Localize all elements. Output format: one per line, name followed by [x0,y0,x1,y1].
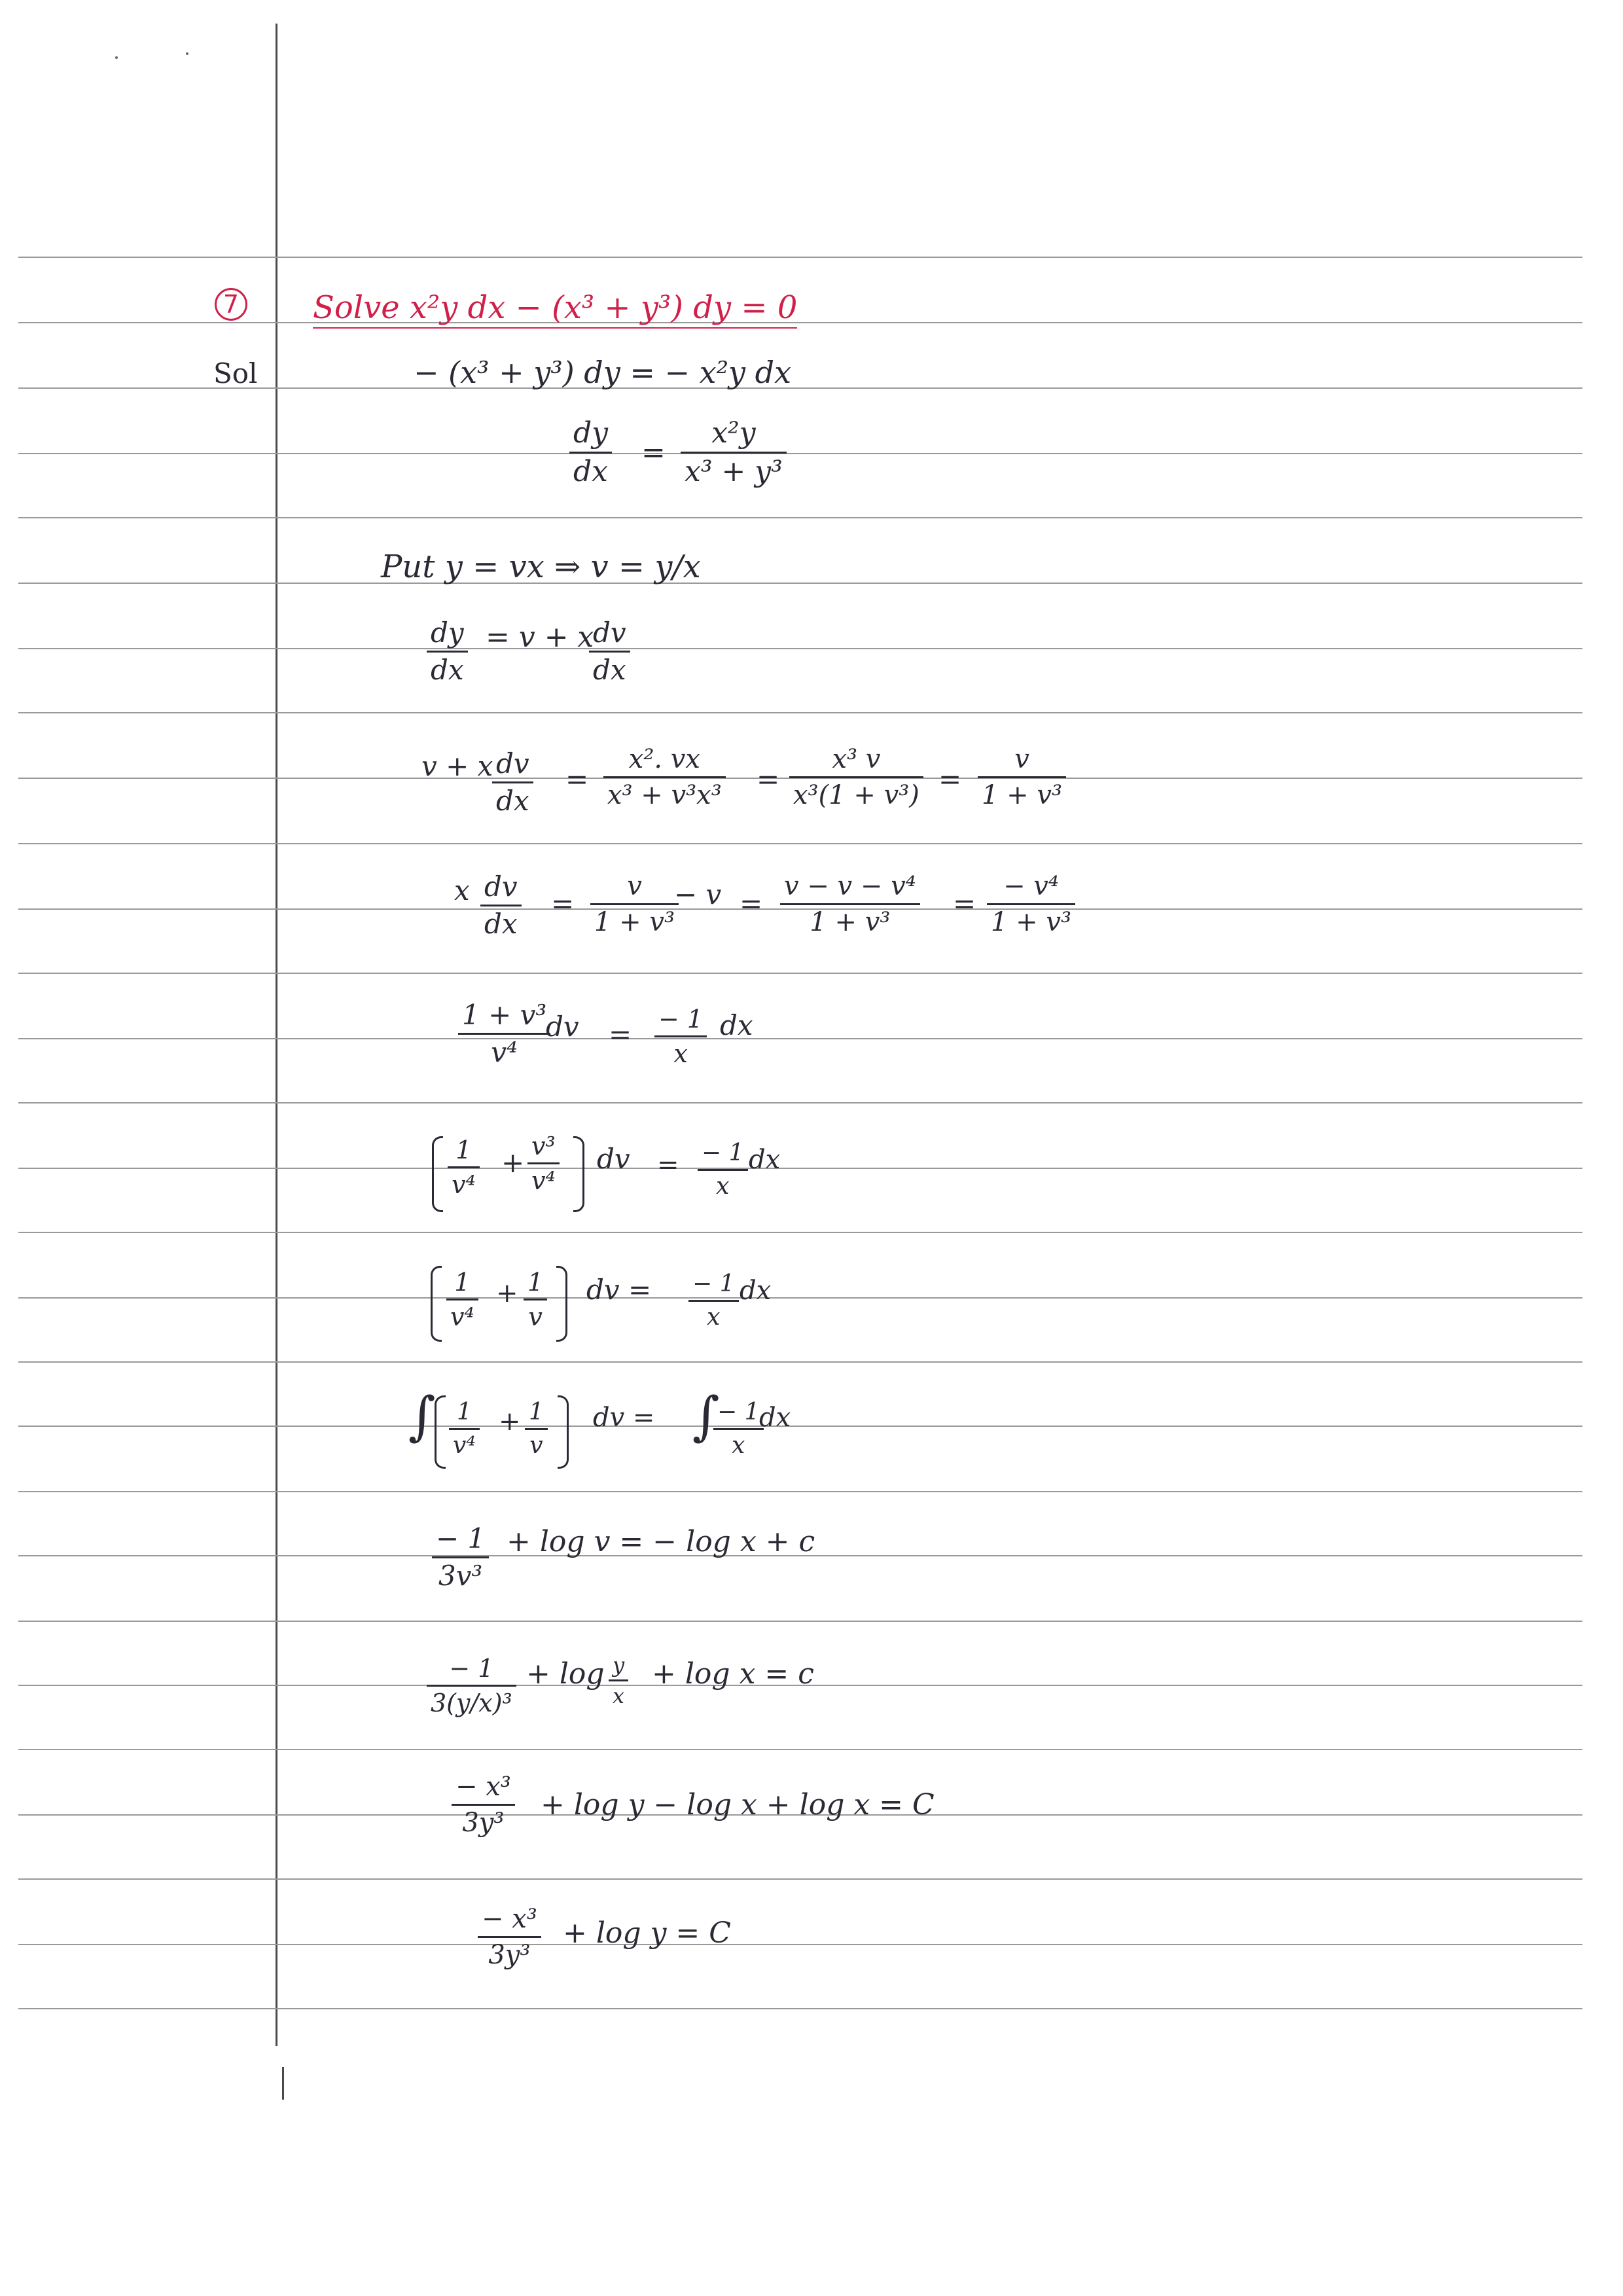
ruled-line [18,1749,1582,1750]
fraction: dv dx [589,619,630,684]
question-number-badge: 7 [215,288,247,321]
equals-sign: = [609,1018,632,1050]
margin-line-stub [282,2067,284,2100]
right-bracket [558,1395,569,1469]
question-text: Solve x²y dx − (x³ + y³) dy = 0 [313,289,798,326]
left-bracket [432,1136,443,1212]
fraction: x²y x³ + y³ [681,419,787,486]
ruled-line [18,257,1582,258]
ruled-line [18,1426,1582,1427]
fraction: v³ v⁴ [527,1134,560,1193]
equals-sign: = [938,763,962,795]
ruled-line [18,843,1582,844]
right-bracket [573,1136,584,1212]
fraction: v − v − v⁴ 1 + v³ [780,873,920,935]
equals-sign: = [565,763,589,795]
fraction: dy dx [569,419,612,486]
expression: + log y − log x + log x = C [541,1788,935,1821]
fraction: x³ v x³(1 + v³) [789,746,923,808]
fraction: − v⁴ 1 + v³ [987,873,1075,935]
right-bracket [556,1266,567,1342]
ruled-line [18,322,1582,323]
differential: dx [749,1145,781,1175]
ruled-line [18,1297,1582,1299]
expression: + log y = C [563,1916,731,1950]
ruled-line [18,1168,1582,1169]
ruled-line [18,1621,1582,1622]
fraction: − 1 3(y/x)³ [427,1656,516,1715]
question-underline [313,327,797,329]
ruled-line [18,453,1582,454]
ruled-line [18,1361,1582,1363]
fraction: 1 v⁴ [448,1138,480,1197]
expression: v + x [421,750,493,782]
expression: + log x = c [652,1657,814,1691]
expression: = v + x [486,620,594,654]
margin-line [276,24,277,2046]
speck [186,52,188,55]
ruled-line [18,648,1582,649]
integral-sign: ∫ [408,1386,436,1446]
ruled-line [18,712,1582,713]
step-3-substitution: Put y = vx ⇒ v = y/x [381,548,701,585]
ruled-line [18,973,1582,974]
ruled-line [18,1038,1582,1039]
differential: dx [720,1009,753,1041]
equals-sign: = [757,763,780,795]
expression: − v [674,878,722,910]
ruled-line [18,1878,1582,1880]
differential: dv = [586,1274,652,1306]
fraction: − 1 x [654,1007,707,1066]
fraction: v 1 + v³ [590,873,679,935]
equals-sign: = [953,888,976,920]
fraction: 1 v [525,1401,548,1458]
fraction: y x [609,1655,628,1706]
differential: dv [597,1143,630,1175]
equals-sign: = [740,888,763,920]
plus-sign: + [499,1407,521,1437]
fraction: − 1 x [698,1141,748,1198]
expression: + log [526,1657,605,1691]
expression: + log v = − log x + c [507,1525,815,1558]
fraction: x². vx x³ + v³x³ [603,746,726,808]
step-1: − (x³ + y³) dy = − x²y dx [414,355,792,390]
equals-sign: = [641,436,666,469]
ruled-line [18,2008,1582,2009]
plus-sign: + [496,1278,518,1308]
ruled-line [18,517,1582,518]
fraction: − x³ 3y³ [478,1906,541,1968]
fraction: − x³ 3y³ [452,1774,515,1836]
differential: dv = [593,1403,655,1433]
fraction: 1 v [524,1270,547,1329]
ruled-line [18,583,1582,584]
fraction: v 1 + v³ [978,746,1066,808]
equals-sign: = [657,1150,679,1180]
fraction: dv dx [480,873,522,938]
integral-sign: ∫ [692,1386,720,1446]
fraction: dy dx [427,619,468,684]
differential: dx [740,1276,772,1306]
differential: dv [546,1011,579,1043]
ruled-line [18,1491,1582,1492]
fraction: dv dx [492,750,533,815]
plus-sign: + [501,1147,525,1179]
ruled-line [18,1102,1582,1103]
left-bracket [431,1266,442,1342]
fraction: 1 + v³ v⁴ [458,1001,550,1066]
fraction: − 1 x [713,1401,764,1458]
ruled-line [18,1232,1582,1233]
fraction: 1 v⁴ [449,1401,480,1458]
equals-sign: = [551,888,575,920]
speck [115,56,118,59]
expression: x [454,874,470,906]
left-bracket [435,1395,446,1469]
fraction: 1 v⁴ [446,1270,478,1329]
ruled-line [18,1944,1582,1945]
solution-label: Sol [213,357,258,389]
fraction: − 1 3v³ [432,1525,489,1590]
fraction: − 1 x [688,1272,739,1329]
differential: dx [759,1403,791,1433]
